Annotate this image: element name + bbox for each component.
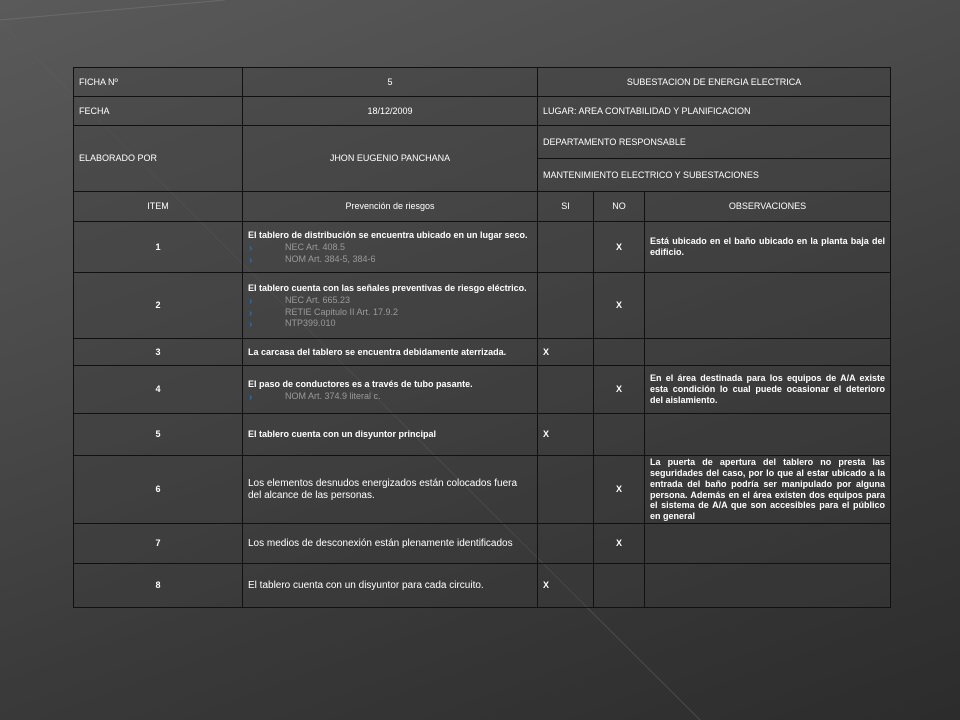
col-observaciones: OBSERVACIONES <box>645 192 891 222</box>
prevencion-text: El tablero cuenta con un disyuntor para cada circuito. <box>243 564 538 608</box>
prevencion-text: El tablero cuenta con un disyuntor principal <box>243 414 538 456</box>
si-mark <box>538 222 594 273</box>
table-row <box>74 273 891 339</box>
observacion-text: Está ubicado en el baño ubicado en la planta baja del edificio. <box>645 222 891 273</box>
observacion-text <box>645 339 891 366</box>
table-row <box>74 222 891 273</box>
observacion-text <box>645 273 891 339</box>
prevencion-text: El tablero cuenta con las señales preventivas de riesgo eléctrico. <box>248 283 527 294</box>
item-number: 3 <box>74 339 243 366</box>
header-row-ficha <box>74 68 891 97</box>
lugar-value: LUGAR: AREA CONTABILIDAD Y PLANIFICACION <box>538 97 891 126</box>
no-mark: X <box>594 366 645 414</box>
reference-item: › RETIE Capitulo II Art. 17.9.2 <box>249 306 399 319</box>
col-si: SI <box>538 192 594 222</box>
observacion-text <box>645 414 891 456</box>
table-row <box>74 456 891 524</box>
prevencion-cell <box>243 222 538 273</box>
no-mark: X <box>594 524 645 564</box>
observacion-text <box>645 564 891 608</box>
col-no: NO <box>594 192 645 222</box>
reference-item: › NEC Art. 408.5 <box>249 242 346 255</box>
inspection-sheet <box>73 67 891 608</box>
si-mark <box>538 366 594 414</box>
chevron-right-icon: › <box>249 319 253 331</box>
table-row <box>74 564 891 608</box>
no-mark <box>594 414 645 456</box>
prevencion-text: Los elementos desnudos energizados están colocados fuera del alcance de las personas. <box>243 456 538 524</box>
si-mark <box>538 273 594 339</box>
prevencion-text: El paso de conductores es a través de tubo pasante. <box>248 378 473 389</box>
prevencion-cell <box>243 366 538 414</box>
item-number: 2 <box>74 273 243 339</box>
observacion-text: La puerta de apertura del tablero no presta las seguridades del caso, por lo que al estar ubicado a la entrada del baño podría ser manipulado por alguna persona. Además en el área existen dos equipos para el sistema de A/A que son accesibles para el público en general <box>645 456 891 524</box>
item-number: 8 <box>74 564 243 608</box>
reference-list <box>248 295 532 330</box>
si-mark: X <box>538 414 594 456</box>
observacion-text: En el área destinada para los equipos de A/A existe esta condición lo cual puede ocasionar el deterioro del aislamiento. <box>645 366 891 414</box>
item-number: 7 <box>74 524 243 564</box>
table-row <box>74 414 891 456</box>
chevron-right-icon: › <box>249 307 253 319</box>
prevencion-text: La carcasa del tablero se encuentra debidamente aterrizada. <box>243 339 538 366</box>
table-row <box>74 524 891 564</box>
table-row <box>74 339 891 366</box>
chevron-right-icon: › <box>249 254 253 266</box>
ficha-value: 5 <box>243 68 538 97</box>
elaborado-label: ELABORADO POR <box>74 126 243 192</box>
prevencion-cell <box>243 273 538 339</box>
no-mark <box>594 564 645 608</box>
departamento-value: MANTENIMIENTO ELECTRICO Y SUBESTACIONES <box>538 159 891 192</box>
col-item: ITEM <box>74 192 243 222</box>
sheet-title: SUBESTACION DE ENERGIA ELECTRICA <box>538 68 891 97</box>
fecha-value: 18/12/2009 <box>243 97 538 126</box>
no-mark <box>594 339 645 366</box>
reference-item: › NOM Art. 374.9 literal c. <box>249 390 381 403</box>
reference-item: › NTP399.010 <box>249 318 336 331</box>
ficha-label: FICHA Nº <box>74 68 243 97</box>
fecha-label: FECHA <box>74 97 243 126</box>
reference-item: › NEC Art. 665.23 <box>249 294 351 307</box>
table-row <box>74 366 891 414</box>
chevron-right-icon: › <box>249 243 253 255</box>
si-mark: X <box>538 564 594 608</box>
no-mark: X <box>594 456 645 524</box>
elaborado-value: JHON EUGENIO PANCHANA <box>243 126 538 192</box>
column-header-row <box>74 192 891 222</box>
no-mark: X <box>594 222 645 273</box>
si-mark <box>538 456 594 524</box>
observacion-text <box>645 524 891 564</box>
reference-item: › NOM Art. 384-5, 384-6 <box>249 253 376 266</box>
prevencion-text: Los medios de desconexión están plenamente identificados <box>243 524 538 564</box>
header-row-elaborado <box>74 126 891 159</box>
chevron-right-icon: › <box>249 295 253 307</box>
item-number: 1 <box>74 222 243 273</box>
reference-list <box>248 391 532 403</box>
si-mark <box>538 524 594 564</box>
col-prevencion: Prevención de riesgos <box>243 192 538 222</box>
departamento-label: DEPARTAMENTO RESPONSABLE <box>538 126 891 159</box>
chevron-right-icon: › <box>249 391 253 403</box>
si-mark: X <box>538 339 594 366</box>
prevencion-text: El tablero de distribución se encuentra ubicado en un lugar seco. <box>248 230 528 241</box>
reference-list <box>248 242 532 265</box>
item-number: 5 <box>74 414 243 456</box>
no-mark: X <box>594 273 645 339</box>
header-row-fecha <box>74 97 891 126</box>
item-number: 6 <box>74 456 243 524</box>
item-number: 4 <box>74 366 243 414</box>
